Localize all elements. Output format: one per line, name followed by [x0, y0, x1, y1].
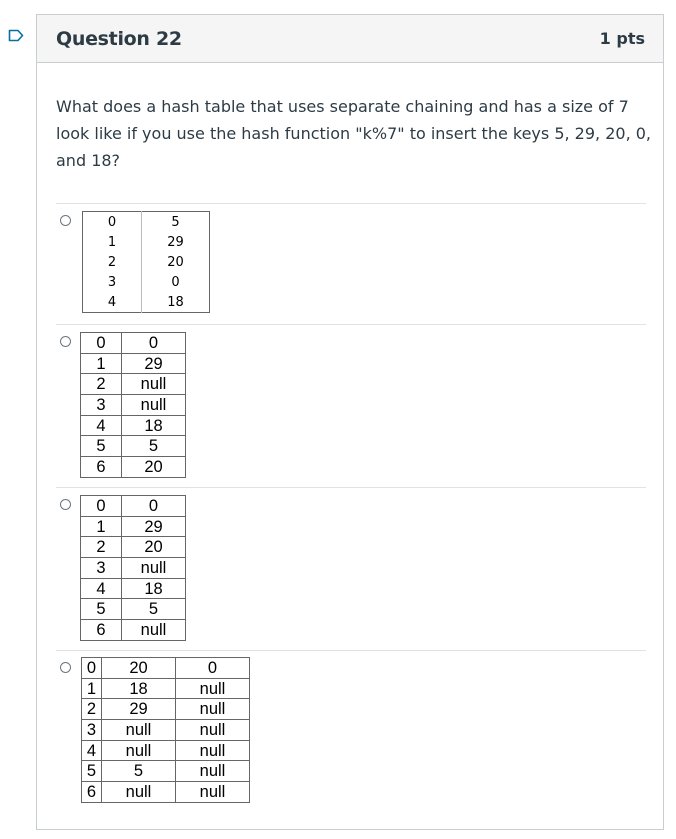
table-cell: 5	[81, 599, 122, 620]
table-cell: null	[176, 740, 250, 761]
table-cell: 18	[122, 415, 186, 436]
table-cell: null	[102, 782, 176, 803]
table-cell: 18	[122, 578, 186, 599]
table-cell: 2	[81, 537, 122, 558]
table-cell: 0	[122, 333, 186, 354]
table-cell: 20	[102, 658, 176, 679]
table-cell: 18	[142, 292, 210, 313]
question-card	[36, 14, 664, 830]
answer-divider	[56, 203, 646, 204]
table-cell: 0	[142, 272, 210, 292]
table-cell: 0	[81, 333, 122, 354]
table-row	[81, 496, 186, 517]
table-cell: null	[122, 558, 186, 579]
table-cell: 6	[82, 782, 102, 803]
table-cell: 5	[122, 599, 186, 620]
table-cell: 3	[83, 272, 142, 292]
table-cell: 5	[81, 436, 122, 457]
table-row	[81, 620, 186, 641]
table-cell: 4	[82, 740, 102, 761]
table-cell: 29	[142, 232, 210, 252]
table-cell: 1	[83, 232, 142, 252]
table-cell: 20	[122, 537, 186, 558]
answer-table-2	[80, 332, 186, 478]
question-points: 1 pts	[599, 29, 645, 48]
table-cell: 5	[82, 761, 102, 782]
table-cell: 29	[122, 353, 186, 374]
table-row	[81, 415, 186, 436]
table-row	[82, 782, 250, 803]
table-cell: 1	[82, 678, 102, 699]
table-row	[83, 252, 210, 272]
question-header	[37, 15, 663, 63]
table-cell: null	[176, 761, 250, 782]
table-cell: null	[176, 678, 250, 699]
table-cell: 2	[81, 374, 122, 395]
table-cell: 3	[81, 395, 122, 416]
answer-radio-1[interactable]	[60, 215, 71, 226]
table-cell: 1	[81, 353, 122, 374]
table-cell: 2	[83, 252, 142, 272]
table-cell: 0	[122, 496, 186, 517]
table-cell: null	[176, 699, 250, 720]
table-cell: 20	[122, 457, 186, 478]
answer-table-3	[80, 495, 186, 641]
table-cell: 5	[142, 212, 210, 233]
table-row	[81, 395, 186, 416]
table-row	[81, 374, 186, 395]
table-cell: 0	[81, 496, 122, 517]
table-cell: null	[122, 374, 186, 395]
table-cell: 6	[81, 620, 122, 641]
table-cell: 0	[83, 212, 142, 233]
answer-table-1	[82, 211, 210, 313]
table-row	[82, 699, 250, 720]
table-row	[81, 353, 186, 374]
table-row	[82, 678, 250, 699]
answer-radio-2[interactable]	[60, 336, 71, 347]
table-row	[81, 516, 186, 537]
table-row	[83, 212, 210, 233]
bookmark-flag-icon[interactable]	[8, 29, 24, 42]
table-row	[81, 537, 186, 558]
table-cell: 4	[83, 292, 142, 313]
table-cell: null	[176, 720, 250, 741]
table-cell: 1	[81, 516, 122, 537]
table-row	[82, 761, 250, 782]
table-cell: 18	[102, 678, 176, 699]
answer-table-4	[81, 657, 250, 803]
table-cell: 29	[102, 699, 176, 720]
answer-divider	[56, 487, 646, 488]
table-cell: null	[102, 720, 176, 741]
table-row	[83, 272, 210, 292]
answer-divider	[56, 324, 646, 325]
table-row	[81, 333, 186, 354]
table-cell: 5	[102, 761, 176, 782]
question-title: Question 22	[56, 27, 182, 50]
table-cell: 4	[81, 578, 122, 599]
table-row	[83, 232, 210, 252]
answer-radio-3[interactable]	[60, 499, 71, 510]
table-cell: 3	[81, 558, 122, 579]
table-cell: null	[122, 620, 186, 641]
table-cell: null	[102, 740, 176, 761]
table-row	[81, 558, 186, 579]
answer-radio-4[interactable]	[60, 662, 71, 673]
question-text: What does a hash table that uses separate chaining and has a size of 7 look like if you use the hash function "k%7" to insert the keys 5, 29, 20, 0, and 18?	[56, 97, 651, 170]
table-cell: 3	[82, 720, 102, 741]
table-cell: 20	[142, 252, 210, 272]
table-cell: 6	[81, 457, 122, 478]
table-cell: 2	[82, 699, 102, 720]
table-row	[81, 599, 186, 620]
table-cell: null	[176, 782, 250, 803]
table-cell: 0	[82, 658, 102, 679]
table-cell: 29	[122, 516, 186, 537]
table-row	[81, 457, 186, 478]
table-cell: null	[122, 395, 186, 416]
table-row	[83, 292, 210, 313]
table-cell: 0	[176, 658, 250, 679]
table-row	[81, 578, 186, 599]
table-row	[82, 720, 250, 741]
table-cell: 4	[81, 415, 122, 436]
table-row	[82, 658, 250, 679]
table-cell: 5	[122, 436, 186, 457]
answer-divider	[56, 650, 646, 651]
table-row	[82, 740, 250, 761]
table-row	[81, 436, 186, 457]
